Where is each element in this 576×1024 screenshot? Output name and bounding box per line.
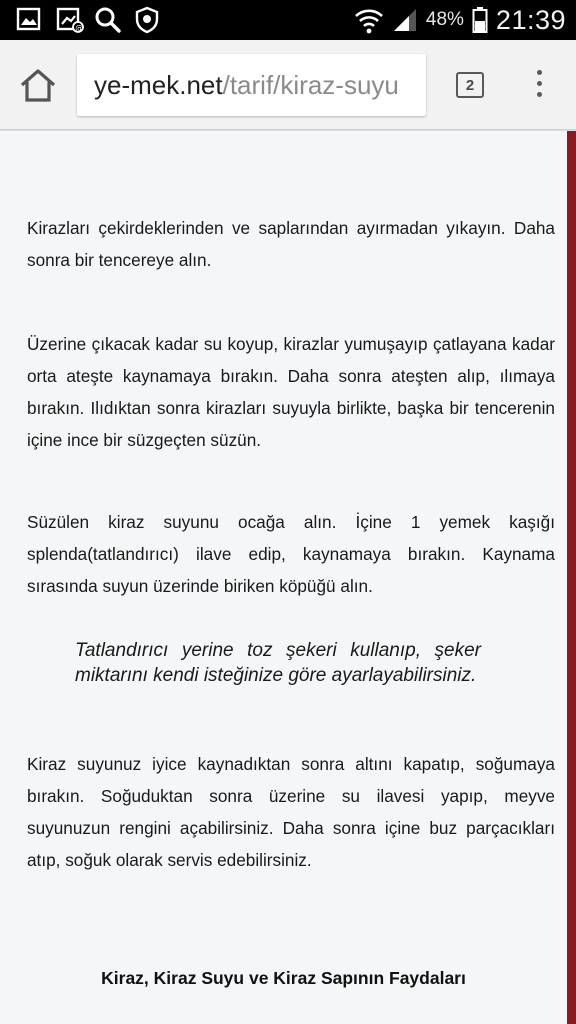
shield-icon bbox=[134, 6, 160, 34]
instruction-paragraph: Kiraz suyunuz iyice kaynadıktan sonra altını kapatıp, soğumaya bırakın. Soğuduktan sonra üzerine su ilavesi yapıp, meyve suyunuzun rengini açabilirsiniz. Daha sonra içine buz parçacıkları atıp, soğuk olarak servis edebilirsiniz. bbox=[27, 754, 555, 870]
missed-call-icon bbox=[56, 6, 84, 34]
wifi-icon bbox=[354, 6, 384, 34]
clock: 21:39 bbox=[495, 4, 566, 35]
status-bar bbox=[0, 0, 576, 40]
tip-note: Tatlandırıcı yerine toz şekeri kullanıp, şeker miktarını kendi isteğinize göre ayarlayabilirsiniz. bbox=[75, 640, 481, 686]
instruction-paragraph: Süzülen kiraz suyunu ocağa alın. İçine 1 yemek kaşığı splenda(tatlandırıcı) ilave edip, kaynamaya bırakın. Kaynama sırasında suyun üzerinde biriken köpüğü alın. bbox=[27, 512, 555, 596]
battery-icon bbox=[472, 6, 488, 34]
svg-text:@: @ bbox=[75, 23, 84, 33]
search-icon bbox=[94, 6, 122, 34]
accent-bar bbox=[567, 131, 576, 1024]
signal-icon bbox=[392, 7, 418, 33]
instruction-paragraph: Kirazları çekirdeklerinden ve saplarından ayırmadan yıkayın. Daha sonra bir tencereye alın. bbox=[27, 218, 555, 270]
menu-icon[interactable] bbox=[530, 70, 548, 102]
url-path: /tarif/kiraz-suyu bbox=[222, 70, 399, 100]
home-icon[interactable] bbox=[18, 67, 58, 103]
gallery-icon bbox=[16, 6, 42, 32]
url-bar[interactable] bbox=[77, 54, 426, 116]
url-text[interactable] bbox=[94, 70, 399, 100]
instruction-paragraph: Üzerine çıkacak kadar su koyup, kirazlar yumuşayıp çatlayana kadar orta ateşte kaynamaya bırakın. Daha sonra ateşten alıp, ılımaya bırakın. Ilıdıktan sonra kirazları suyuyla birlikte, başka bir tencerenin içine ince bir süzgeçten süzün. bbox=[27, 334, 555, 450]
battery-percent: 48% bbox=[425, 9, 464, 30]
section-heading: Kiraz, Kiraz Suyu ve Kiraz Sapının Faydaları bbox=[101, 968, 466, 988]
tab-count: 2 bbox=[465, 76, 475, 94]
tabs-button[interactable] bbox=[456, 72, 484, 98]
url-domain: ye-mek.net bbox=[94, 70, 223, 100]
browser-toolbar bbox=[0, 40, 576, 130]
